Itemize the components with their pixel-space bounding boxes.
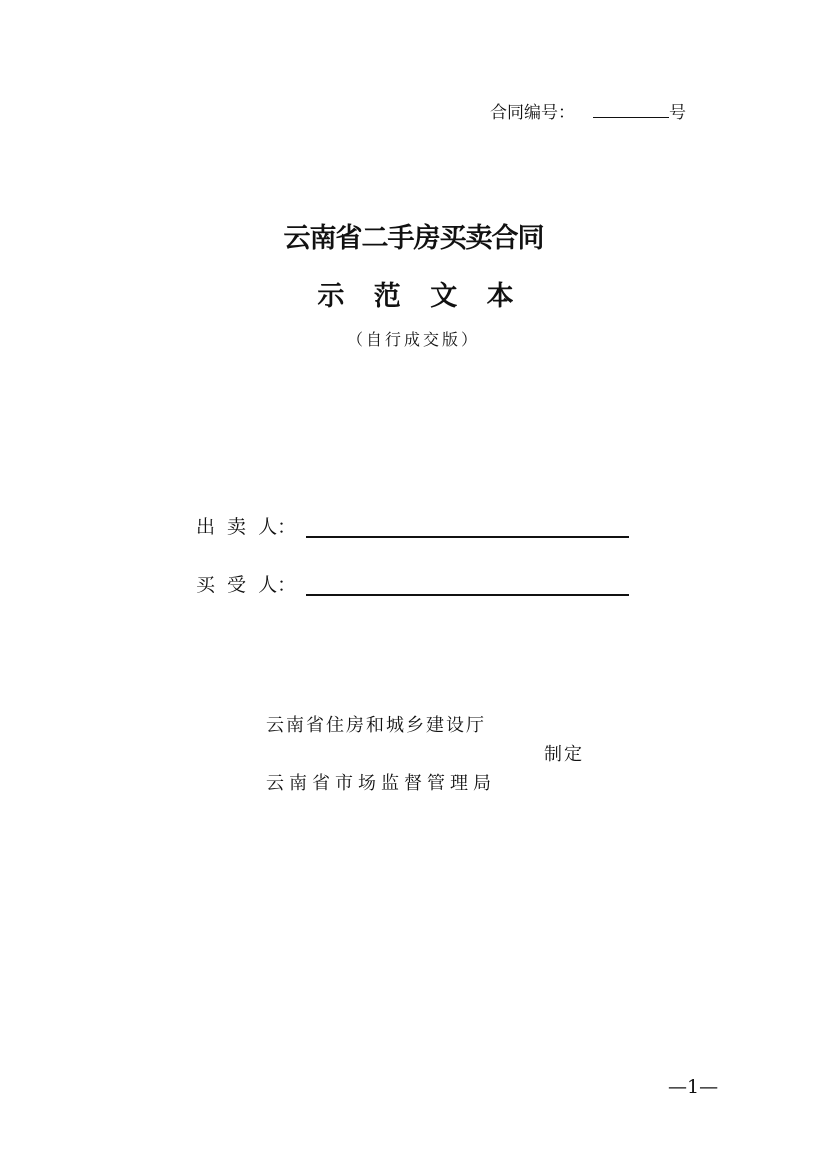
contract-number-label: 合同编号： [490, 103, 575, 123]
document-subtitle: 示 范 文 本 [317, 281, 514, 312]
issuer-market-supervision: 云南省市场监督管理局 [266, 773, 496, 794]
seller-field [196, 515, 296, 539]
buyer-blank-line [306, 594, 629, 596]
contract-number-suffix: 号 [669, 103, 686, 123]
contract-number-blank [593, 103, 669, 118]
formulated-label: 制定 [544, 744, 584, 765]
seller-blank-line [306, 536, 629, 538]
contract-number [490, 102, 686, 124]
buyer-label: 买 受 人： [196, 574, 297, 596]
seller-label: 出 卖 人： [196, 516, 297, 538]
document-title: 云南省二手房买卖合同 [283, 223, 544, 254]
edition-note: （自行成交版） [346, 330, 480, 349]
issuer-housing-department: 云南省住房和城乡建设厅 [266, 715, 486, 736]
page-number: —1— [668, 1076, 719, 1098]
buyer-field [196, 573, 296, 597]
